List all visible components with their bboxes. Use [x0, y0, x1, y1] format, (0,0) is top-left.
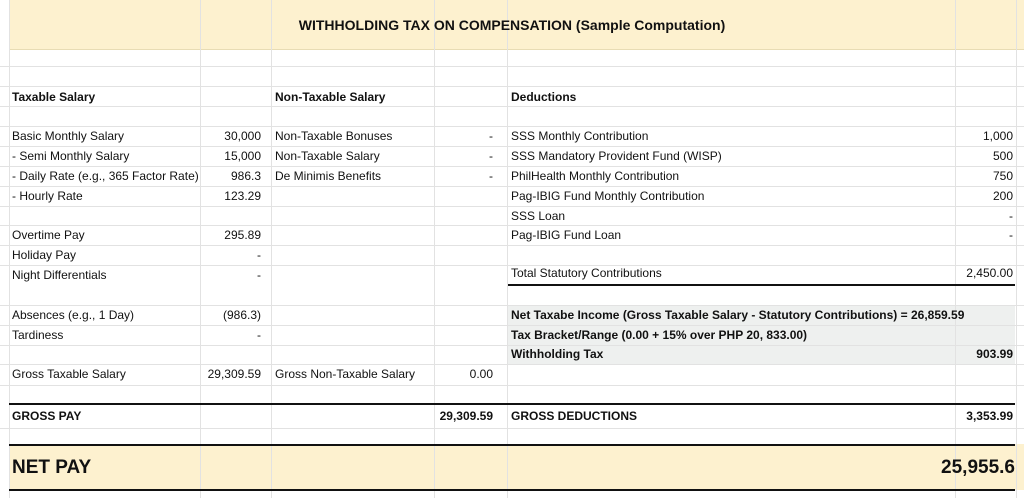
total-contrib-underline — [508, 284, 1015, 286]
gross-row-top-border — [9, 403, 1015, 405]
taxable-item-value: - — [257, 268, 261, 282]
nontaxable-item-label: Non-Taxable Salary — [275, 149, 380, 163]
taxable-item-label: Basic Monthly Salary — [12, 129, 125, 143]
nontaxable-item-value: - — [489, 169, 493, 183]
withholding-tax-value: 903.99 — [976, 347, 1013, 361]
taxable-item-value: 123.29 — [224, 189, 261, 203]
nontaxable-item-value: - — [489, 129, 493, 143]
nontaxable-header: Non-Taxable Salary — [275, 90, 386, 104]
gross-taxable-value: 29,309.59 — [207, 367, 261, 381]
total-contributions-label: Total Statutory Contributions — [511, 266, 662, 280]
taxable-item-value: 986.3 — [230, 169, 261, 183]
net-pay-label: NET PAY — [12, 457, 92, 478]
taxable-item-label: Tardiness — [12, 328, 64, 342]
nontaxable-item-value: - — [489, 149, 493, 163]
net-pay-bottom-border — [9, 489, 1015, 491]
nontaxable-item-label: De Minimis Benefits — [275, 169, 382, 183]
deduction-item-value: 1,000 — [982, 129, 1013, 143]
taxable-item-label: Overtime Pay — [12, 228, 85, 242]
taxable-item-label: Absences (e.g., 1 Day) — [12, 308, 135, 322]
deduction-item-label: SSS Loan — [511, 209, 566, 223]
deduction-item-value: 750 — [992, 169, 1013, 183]
taxable-item-value: 30,000 — [224, 129, 261, 143]
net-pay-value: 25,955.6 — [941, 457, 1015, 478]
taxable-item-value: - — [257, 328, 261, 342]
taxable-item-label: Holiday Pay — [12, 248, 77, 262]
sheet-title: WITHHOLDING TAX ON COMPENSATION (Sample Computation) — [298, 17, 726, 33]
deductions-header: Deductions — [511, 90, 577, 104]
gross-pay-value: 29,309.59 — [439, 409, 493, 423]
gross-pay-label: GROSS PAY — [12, 409, 82, 423]
deduction-item-label: PhilHealth Monthly Contribution — [511, 169, 680, 183]
gross-taxable-label: Gross Taxable Salary — [12, 367, 126, 381]
net-pay-top-border — [9, 444, 1015, 446]
taxable-item-label: Night Differentials — [12, 268, 107, 282]
gross-deductions-value: 3,353.99 — [966, 409, 1013, 423]
tax-bracket: Tax Bracket/Range (0.00 + 15% over PHP 20, 833.00) — [511, 328, 808, 342]
deduction-item-label: Pag-IBIG Fund Loan — [511, 228, 622, 242]
gross-deductions-label: GROSS DEDUCTIONS — [511, 409, 638, 423]
taxable-item-label: - Daily Rate (e.g., 365 Factor Rate) — [12, 169, 199, 183]
gross-nontaxable-label: Gross Non-Taxable Salary — [275, 367, 416, 381]
deduction-item-label: Pag-IBIG Fund Monthly Contribution — [511, 189, 705, 203]
withholding-tax-label: Withholding Tax — [511, 347, 604, 361]
total-contributions-value: 2,450.00 — [966, 266, 1013, 280]
taxable-item-value: (986.3) — [222, 308, 261, 322]
taxable-header: Taxable Salary — [12, 90, 96, 104]
deduction-item-label: SSS Monthly Contribution — [511, 129, 649, 143]
taxable-item-label: - Hourly Rate — [12, 189, 83, 203]
deduction-item-value: 500 — [992, 149, 1013, 163]
taxable-item-value: - — [257, 248, 261, 262]
deduction-item-label: SSS Mandatory Provident Fund (WISP) — [511, 149, 722, 163]
deduction-item-value: - — [1009, 228, 1013, 242]
taxable-item-value: 15,000 — [224, 149, 261, 163]
deduction-item-value: - — [1009, 209, 1013, 223]
gross-nontaxable-value: 0.00 — [469, 367, 493, 381]
nontaxable-item-label: Non-Taxable Bonuses — [275, 129, 393, 143]
deduction-item-value: 200 — [992, 189, 1013, 203]
taxable-item-value: 295.89 — [224, 228, 261, 242]
net-taxable-income: Net Taxabe Income (Gross Taxable Salary - Statutory Contributions) = 26,859.59 — [511, 308, 965, 322]
taxable-item-label: - Semi Monthly Salary — [12, 149, 130, 163]
